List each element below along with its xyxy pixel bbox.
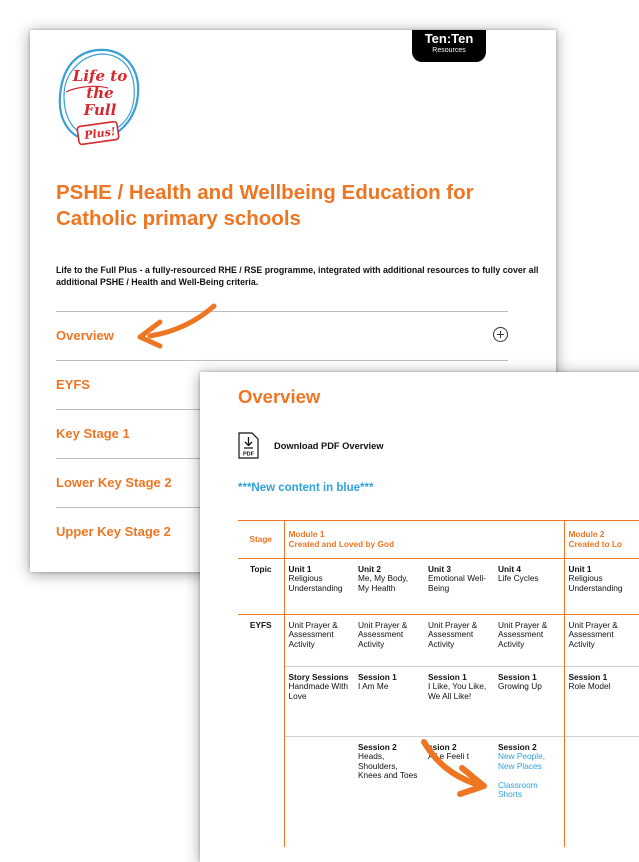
table-cell [424,737,494,847]
table-cell [494,667,564,737]
topic-label: Topic [238,559,284,615]
session-title: Session 2 [358,743,420,752]
table-cell: Unit Prayer & Assessment Activity [494,615,564,667]
pdf-icon-text: PDF [243,452,255,458]
unit-name: Religious Understanding [569,573,623,592]
module-1-header [284,521,564,559]
unit-title: Unit 1 [289,565,351,574]
module-name: Created and Loved by God [289,539,395,549]
session-name: Role Model [569,681,611,691]
table-cell [354,559,424,615]
table-cell: Unit Prayer & Assessment Activity [424,615,494,667]
accordion-label: Lower Key Stage 2 [56,475,172,490]
brand-sub: Resources [412,46,486,55]
table-cell [284,559,354,615]
intro-text: Life to the Full Plus - a fully-resourced RHE / RSE programme, integrated with additional resources to fully cover all additional PSHE / Health and Well-Being criteria. [56,264,546,288]
unit-name: Me, My Body, My Health [358,573,408,592]
table-cell [494,737,564,847]
session-title: Session 1 [498,673,560,682]
overview-table [238,520,639,847]
table-cell [494,559,564,615]
table-cell [424,559,494,615]
table-cell [354,737,424,847]
logo-line2: the Full [70,85,130,119]
table-cell [424,667,494,737]
table-row [238,521,639,559]
unit-name: Emotional Well-Being [428,573,486,592]
session-name: Growing Up [498,681,542,691]
new-content-session: Classroom Shorts [498,781,560,800]
brand-name: Ten:Ten [412,30,486,46]
module-name: Created to Lo [569,539,622,549]
session-title: Session 2 [498,743,560,752]
session-title: Story Sessions [289,673,351,682]
table-row [238,737,639,847]
session-name: Handmade With Love [289,681,349,700]
table-cell [354,667,424,737]
eyfs-stage-label: EYFS [238,615,284,847]
session-title: Session 1 [428,673,490,682]
session-title: ssion 2 [428,743,490,752]
table-row [238,667,639,737]
session-name: Heads, Shoulders, Knees and Toes [358,751,417,780]
accordion-label: Overview [56,328,114,343]
new-content-session: New People, New Places [498,752,560,771]
table-row [238,615,639,667]
logo-line1: Life to [70,68,130,85]
unit-title: Unit 2 [358,565,420,574]
accordion-label: EYFS [56,377,90,392]
table-cell: Unit Prayer & Assessment Activity [564,615,639,667]
logo-text [70,68,130,141]
unit-name: Life Cycles [498,573,539,583]
table-cell: Unit Prayer & Assessment Activity [284,615,354,667]
accordion-overview[interactable] [56,311,508,360]
session-name: I Am Me [358,681,388,691]
tenten-brand-badge [412,30,486,62]
table-row [238,559,639,615]
table-cell [564,559,639,615]
overview-page [200,372,639,862]
stage-header: Stage [238,521,284,559]
session-title: Session 1 [569,673,639,682]
accordion-label: Upper Key Stage 2 [56,524,171,539]
table-cell [284,667,354,737]
session-title: Session 1 [358,673,420,682]
session-name: All e Feeli t [428,751,469,761]
page-title: PSHE / Health and Wellbeing Education for Catholic primary schools [56,180,536,232]
module-2-header [564,521,639,559]
table-cell [284,737,354,847]
table-cell: Unit Prayer & Assessment Activity [354,615,424,667]
table-cell [564,737,639,847]
new-content-note: ***New content in blue*** [238,482,373,494]
session-name: I Like, You Like, We All Like! [428,681,486,700]
accordion-label: Key Stage 1 [56,426,130,441]
module-title: Module 1 [289,530,560,539]
module-title: Module 2 [569,530,639,539]
unit-title: Unit 1 [569,565,639,574]
unit-name: Religious Understanding [289,573,343,592]
unit-title: Unit 4 [498,565,560,574]
download-pdf-link[interactable]: Download PDF Overview [274,441,384,451]
unit-title: Unit 3 [428,565,490,574]
plus-circle-icon[interactable] [493,327,508,342]
overview-heading: Overview [238,386,320,408]
table-cell [564,667,639,737]
logo-line3: Plus! [69,123,130,145]
pdf-download-icon[interactable] [238,432,259,459]
